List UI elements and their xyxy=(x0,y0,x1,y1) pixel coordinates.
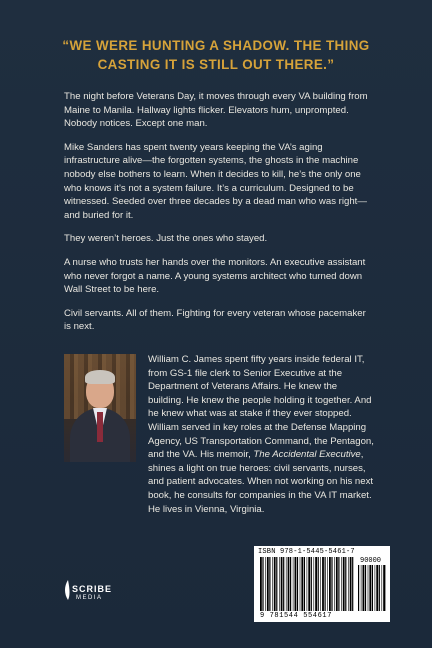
author-bio xyxy=(148,353,374,516)
publisher-sub: MEDIA xyxy=(76,595,103,601)
publisher-name: SCRIBE xyxy=(72,584,113,594)
scribe-logo-icon xyxy=(62,576,102,612)
isbn-label: ISBN 978-1-5445-5461-7 xyxy=(258,548,355,556)
blurb-paragraph: A nurse who trusts her hands over the monitors. An executive assistant who never forgot a name. A young systems architect who turned down Wall Street to be here. xyxy=(64,256,366,296)
blurb-paragraph: Civil servants. All of them. Fighting for every veteran whose pacemaker is next. xyxy=(64,307,366,333)
blurb xyxy=(64,90,372,344)
barcode-bars xyxy=(260,557,354,611)
author-photo xyxy=(64,354,136,462)
bio-text: William C. James spent fifty years inside federal IT, from GS-1 file clerk to Senior Executive at the Department of Veterans Affairs. He knew the building. He knew the people holding it together. And he knew what was at stake if they ever stopped. William served in key roles at the Defense Mapping Agency, US Transportation Command, the Pentagon, and the VA. His memoir, xyxy=(148,354,374,461)
price-code: 90000 xyxy=(360,557,382,565)
blurb-paragraph: Mike Sanders has spent twenty years keeping the VA’s aging infrastructure alive—the forgotten systems, the ghosts in the machine nobody else bothers to learn. When it decides to kill, he’s the only one who knows it’s not a system failure. It’s a curriculum. Designed to be witnessed. Seeded over three decades by a dead man who was right—and buried for it. xyxy=(64,141,367,221)
memoir-title: The Accidental Executive xyxy=(253,449,361,461)
bio-text-end: , shines a light on true heroes: civil servants, nurses, and patient advocates. When not working on his next book, he consults for companies in the VA IT market. He lives in Vienna, Virginia. xyxy=(148,449,374,515)
blurb-paragraph: The night before Veterans Day, it moves through every VA building from Maine to Manila. Hallway lights flicker. Elevators hum, unprompted. Nobody notices. Except one man. xyxy=(64,91,368,130)
isbn-barcode xyxy=(254,546,390,622)
pull-quote: “WE WERE HUNTING A SHADOW. THE THING CASTING IT IS STILL OUT THERE.” xyxy=(62,38,370,72)
blurb-paragraph: They weren’t heroes. Just the ones who stayed. xyxy=(64,233,268,245)
price-barcode-bars xyxy=(358,565,386,611)
ean-number: 9 781544 554617 xyxy=(260,612,333,620)
